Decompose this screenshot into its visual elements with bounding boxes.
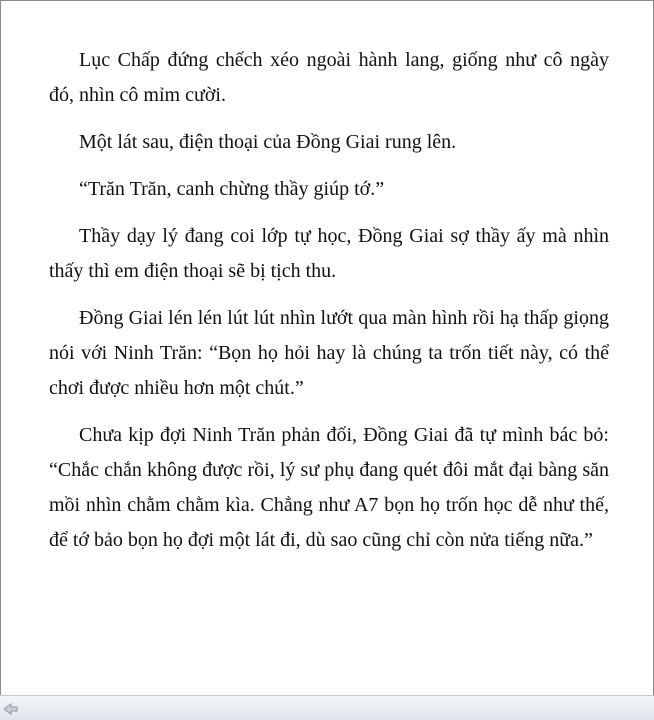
paragraph-4: Thầy dạy lý đang coi lớp tự học, Đồng Giai sợ thầy ấy mà nhìn thấy thì em điện thoại sẽ bị tịch thu. — [49, 225, 609, 282]
paragraph-1: Lục Chấp đứng chếch xéo ngoài hành lang, giống như cô ngày đó, nhìn cô mỉm cười. — [49, 49, 609, 106]
paragraph-2: Một lát sau, điện thoại của Đồng Giai rung lên. — [79, 131, 457, 153]
status-bar — [0, 695, 654, 720]
back-arrow-icon[interactable] — [4, 702, 18, 714]
paragraph-6: Chưa kịp đợi Ninh Trăn phản đối, Đồng Giai đã tự mình bác bỏ: “Chắc chắn không được rồi, lý sư phụ đang quét đôi mắt đại bàng săn mồi nhìn chằm chằm kìa. Chẳng như A7 bọn họ trốn học dễ như thế, để tớ bảo bọn họ đợi một lát đi, dù sao cũng chỉ còn nửa tiếng nữa.” — [49, 424, 609, 551]
paragraph-5: Đồng Giai lén lén lút lút nhìn lướt qua màn hình rồi hạ thấp giọng nói với Ninh Trăn: “Bọn họ hỏi hay là chúng ta trốn tiết này, có thể chơi được nhiều hơn một chút.” — [49, 307, 609, 399]
document-page — [49, 43, 609, 570]
paragraph-3: “Trăn Trăn, canh chừng thầy giúp tớ.” — [79, 178, 385, 200]
